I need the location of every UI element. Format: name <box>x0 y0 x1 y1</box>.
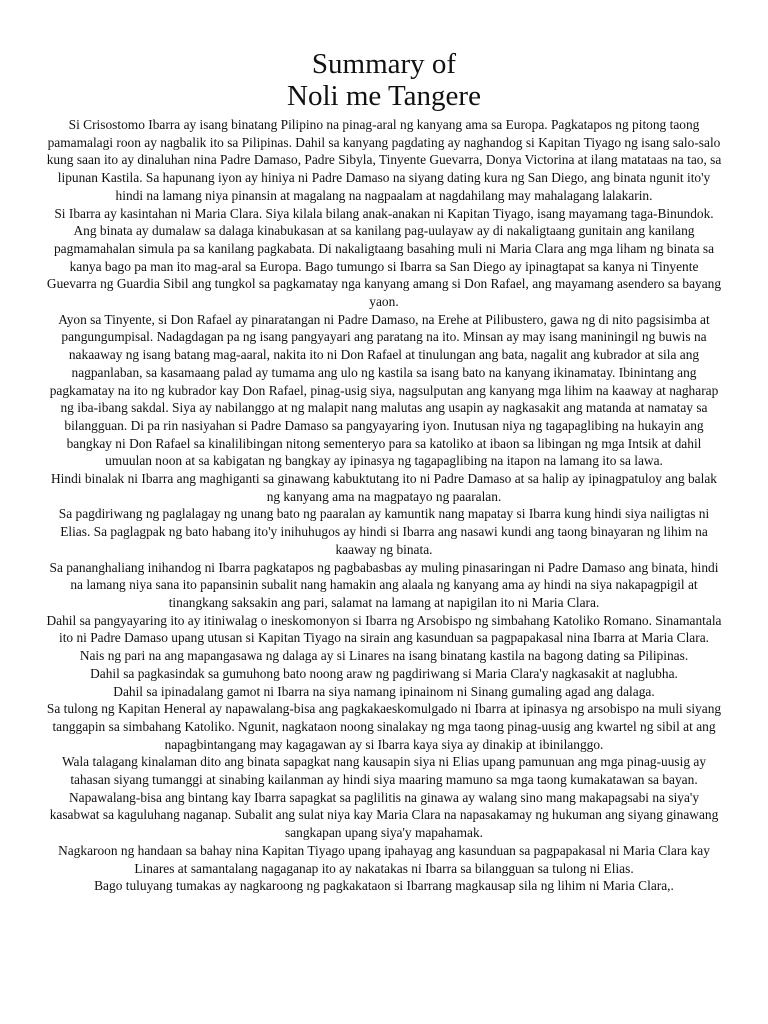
paragraph: Dahil sa pagkasindak sa gumuhong bato noong araw ng pagdiriwang si Maria Clara'y nagkasakit at naglubha. <box>90 665 678 681</box>
paragraph: Napawalang-bisa ang bintang kay Ibarra sapagkat sa paglilitis na ginawa ay walang sino mang makapagsabi na siya'y kasabwat sa kaguluhang naganap. Subalit ang sulat niya kay Maria Clara na napasakamay ng hukuman ang siyang ginawang sangkapan upang siya'y mapahamak. <box>49 789 719 841</box>
paragraph: Ayon sa Tinyente, si Don Rafael ay pinaratangan ni Padre Damaso, na Erehe at Pilibustero, gawa ng di nito pagsisimba at pangungumpisal. Nadagdagan pa ng isang pangyayari ang paratang na ito. Minsan ay may isang maniningil ng buwis na nakaaway ng isang batang mag-aaral, nakita ito ni Don Rafael at tinulungan ang bata, nagalit ang kubrador at sila ang nagpanlaban, sa kasamaang palad ay tumama ang ulo ng kastila sa isang bato na kanyang ikinamatay. Ibinintang ang pagkamatay na ito ng kubrador kay Don Rafael, pinag-usig siya, nagsulputan ang kanyang mga lihim na kaaway at nagharap ng iba-ibang sakdal. Siya ay nabilanggo at ng malapit nang malutas ang usapin ay nagkasakit ang matanda at namatay sa bilangguan. Di pa rin nasiyahan si Padre Damaso sa pangyayaring iyon. Inutusan niya ng tagapaglibing na hukayin ang bangkay ni Don Rafael sa kinalilibingan nitong sementeryo para sa katoliko at ibaon sa libingan ng mga Intsik at dahil umuulan noon at sa kabigatan ng bangkay ay ipinasya ng tagapaglibing na itapon na lamang ito sa lawa. <box>49 311 719 469</box>
paragraph: Si Ibarra ay kasintahan ni Maria Clara. Siya kilala bilang anak-anakan ni Kapitan Tiyago, isang mayamang taga-Binundok. Ang binata ay dumalaw sa dalaga kinabukasan at sa kanilang pag-uulayaw ay di nakaligtaang gunitain ang kanilang pagmamahalan simula pa sa kanilang pagkabata. Di nakaligtaang basahing muli ni Maria Clara ang mga liham ng binata sa kanya bago pa man ito mag-aral sa Europa. Bago tumungo si Ibarra sa San Diego ay ipinagtapat sa kanya ni Tinyente Guevarra ng Guardia Sibil ang tungkol sa pagkamatay nga kanyang amang si Don Rafael, ang mayamang asendero sa bayang yaon. <box>46 205 722 310</box>
paragraph: Sa tulong ng Kapitan Heneral ay napawalang-bisa ang pagkakaeskomulgado ni Ibarra at ipinasya ng arsobispo na muli siyang tanggapin sa simbahang Katoliko. Ngunit, nagkataon noong sinalakay ng mga taong pinag-uusig ang kwartel ng sibil at ang napagbintangang may kagagawan ay si Ibarra kaya siya ay dinakip at ibinilanggo. <box>46 701 722 752</box>
paragraph: Nagkaroon ng handaan sa bahay nina Kapitan Tiyago upang ipahayag ang kasunduan sa pagpapakasal ni Maria Clara kay Linares at samantalang nagaganap ito ay nakatakas ni Ibarra sa bilangguan sa tulong ni Elias. <box>58 842 710 876</box>
paragraph: Dahil sa ipinadalang gamot ni Ibarra na siya namang ipinainom ni Sinang gumaling agad ang dalaga. <box>113 683 655 699</box>
document-body <box>46 116 722 895</box>
title-line-1: Summary of <box>311 48 457 80</box>
title-line-2: Noli me Tangere <box>287 80 481 112</box>
paragraph: Wala talagang kinalaman dito ang binata sapagkat nang kausapin siya ni Elias upang pamunuan ang mga pinag-uusig ay tahasan siyang tumanggi at sinabing kailanman ay hindi siya maaring mamuno sa mga taong kumakatawan sa bayan. <box>61 754 707 788</box>
paragraph: Dahil sa pangyayaring ito ay itiniwalag o ineskomonyon si Ibarra ng Arsobispo ng simbahang Katoliko Romano. Sinamantala ito ni Padre Damaso upang utusan si Kapitan Tiyago na sirain ang kasunduan sa pagpapakasal nina Ibarra at Maria Clara. Nais ng pari na ang mapangasawa ng dalaga ay si Linares na isang binatang kastila na bagong dating sa Pilipinas. <box>46 612 722 664</box>
paragraph: Sa pagdiriwang ng paglalagay ng unang bato ng paaralan ay kamuntik nang mapatay si Ibarra kung hindi siya nailigtas ni Elias. Sa paglagpak ng bato habang ito'y inihuhugos ay hindi si Ibarra ang nasawi kundi ang taong binayaran ng lihim na kaaway ng binata. <box>58 506 710 557</box>
paragraph: Sa pananghaliang inihandog ni Ibarra pagkatapos ng pagbabasbas ay muling pinasaringan ni Padre Damaso ang binata, hindi na lamang niya sana ito papansinin subalit nang hamakin ang alaala ng kanyang ama ay hindi na siya nakapagpigil at tinangkang saksakin ang pari, salamat na lamang at napigilan ito ni Maria Clara. <box>49 559 719 610</box>
paragraph: Hindi binalak ni Ibarra ang maghiganti sa ginawang kabuktutang ito ni Padre Damaso at sa halip ay ipinagpatuloy ang balak ng kanyang ama na magpatayo ng paaralan. <box>50 471 717 504</box>
paragraph: Si Crisostomo Ibarra ay isang binatang Pilipino na pinag-aral ng kanyang ama sa Europa. Pagkatapos ng pitong taong pamamalagi roon ay nagbalik ito sa Pilipinas. Dahil sa kanyang pagdating ay naghandog si Kapitan Tiyago ng isang salo-salo kung saan ito ay dinaluhan nina Padre Damaso, Padre Sibyla, Tinyente Guevarra, Donya Victorina at ilang matataas na tao, sa lipunan Kastila. Sa hapunang iyon ay hiniya ni Padre Damaso na siyang dating kura ng San Diego, ang binata ngunit ito'y hindi na lamang niya pinansin at magalang na nagpaalam at nagdahilang may mahalagang lalakarin. <box>46 117 722 203</box>
document-title <box>46 48 722 112</box>
paragraph: Bago tuluyang tumakas ay nagkaroong ng pagkakataon si Ibarrang magkausap sila ng lihim ni Maria Clara,. <box>94 878 674 894</box>
